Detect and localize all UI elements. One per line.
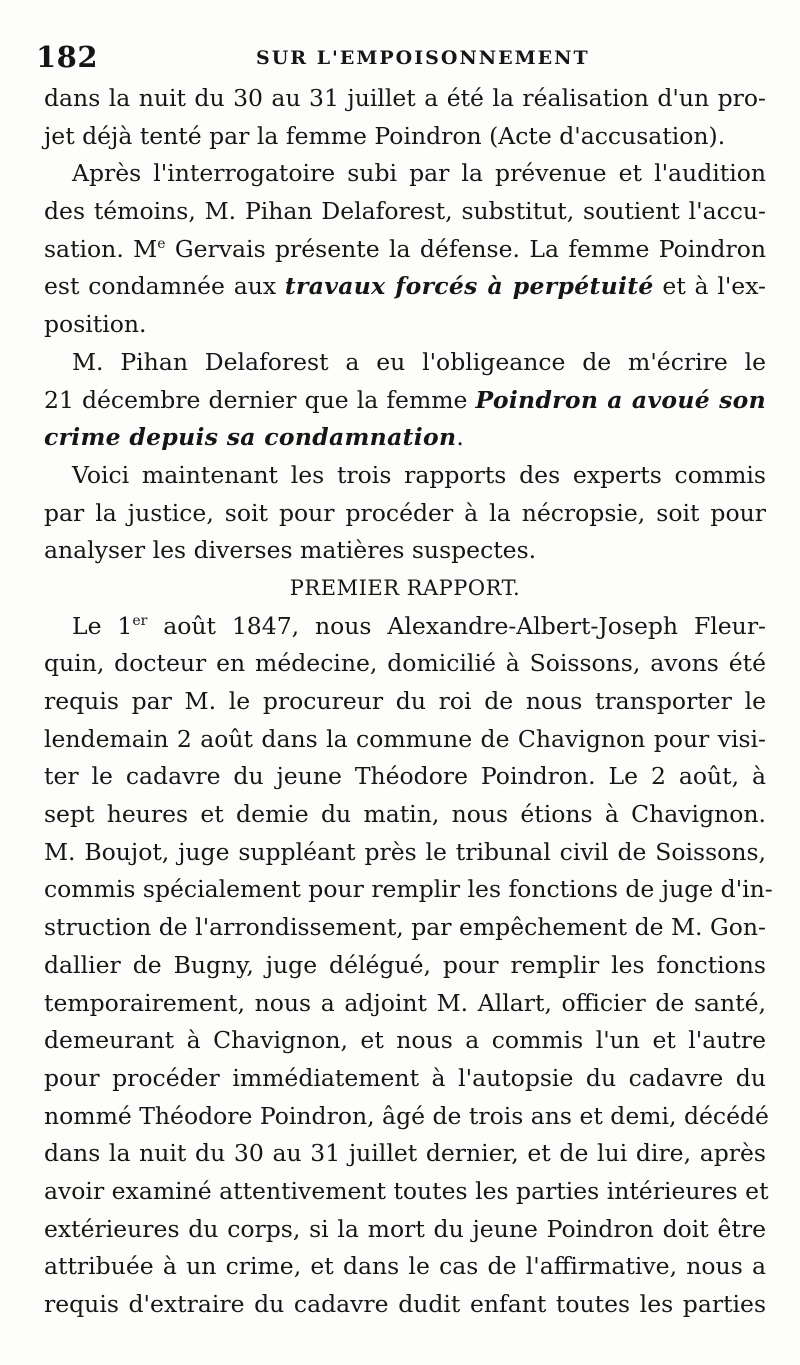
text-line: crime depuis sa condamnation. bbox=[44, 423, 464, 452]
text-line: lendemain 2 août dans la commune de Chavignon pour visi- bbox=[44, 724, 766, 753]
body-text bbox=[44, 80, 773, 1324]
text-line: dallier de Bugny, juge délégué, pour remplir les fonctions bbox=[44, 950, 766, 979]
text-line: Voici maintenant les trois rapports des experts commis bbox=[72, 460, 766, 489]
text-line: pour procéder immédiatement à l'autopsie du cadavre du bbox=[44, 1063, 766, 1092]
text-line: 21 décembre dernier que la femme Poindron a avoué son bbox=[44, 385, 766, 414]
running-head: SUR L'EMPOISONNEMENT bbox=[256, 47, 590, 69]
text-line: analyser les diverses matières suspectes. bbox=[44, 536, 537, 565]
text-line: commis spécialement pour remplir les fonctions de juge d'in- bbox=[44, 875, 773, 904]
text-line: requis d'extraire du cadavre dudit enfant toutes les parties bbox=[44, 1290, 766, 1318]
text-line: sept heures et demie du matin, nous étions à Chavignon. bbox=[44, 800, 766, 829]
section-title: PREMIER RAPPORT. bbox=[289, 575, 521, 600]
text-line: dans la nuit du 30 au 31 juillet dernier, et de lui dire, après bbox=[44, 1139, 766, 1168]
text-line: M. Boujot, juge suppléant près le tribunal civil de Soissons, bbox=[44, 837, 766, 866]
text-line: Le 1er août 1847, nous Alexandre-Albert-Joseph Fleur- bbox=[72, 611, 766, 640]
text-line: dans la nuit du 30 au 31 juillet a été la réalisation d'un pro- bbox=[44, 84, 766, 112]
text-line: par la justice, soit pour procéder à la nécropsie, soit pour bbox=[44, 498, 766, 527]
text-line: est condamnée aux travaux forcés à perpétuité et à l'ex- bbox=[44, 272, 766, 301]
text-line: demeurant à Chavignon, et nous a commis l'un et l'autre bbox=[44, 1026, 766, 1055]
text-line: jet déjà tenté par la femme Poindron (Acte d'accusation). bbox=[44, 121, 726, 150]
text-line: requis par M. le procureur du roi de nous transporter le bbox=[44, 687, 766, 715]
text-line: struction de l'arrondissement, par empêchement de M. Gon- bbox=[44, 913, 766, 942]
text-line: extérieures du corps, si la mort du jeune Poindron doit être bbox=[44, 1214, 766, 1243]
text-line: avoir examiné attentivement toutes les parties intérieures et bbox=[44, 1176, 769, 1205]
text-line: sation. Me Gervais présente la défense. La femme Poindron bbox=[44, 234, 766, 263]
text-line: position. bbox=[44, 310, 147, 339]
page-number: 182 bbox=[36, 40, 99, 74]
text-line: M. Pihan Delaforest a eu l'obligeance de m'écrire le bbox=[72, 347, 766, 376]
text-line: temporairement, nous a adjoint M. Allart, officier de santé, bbox=[44, 988, 766, 1017]
text-line: nommé Théodore Poindron, âgé de trois ans et demi, décédé bbox=[44, 1101, 769, 1130]
page-header bbox=[36, 40, 766, 76]
text-line: quin, docteur en médecine, domicilié à Soissons, avons été bbox=[44, 649, 766, 678]
text-line: des témoins, M. Pihan Delaforest, substitut, soutient l'accu- bbox=[44, 197, 766, 226]
text-line: Après l'interrogatoire subi par la prévenue et l'audition bbox=[72, 159, 766, 188]
text-line: ter le cadavre du jeune Théodore Poindron. Le 2 août, à bbox=[44, 762, 766, 791]
text-line: attribuée à un crime, et dans le cas de l'affirmative, nous a bbox=[44, 1252, 766, 1281]
